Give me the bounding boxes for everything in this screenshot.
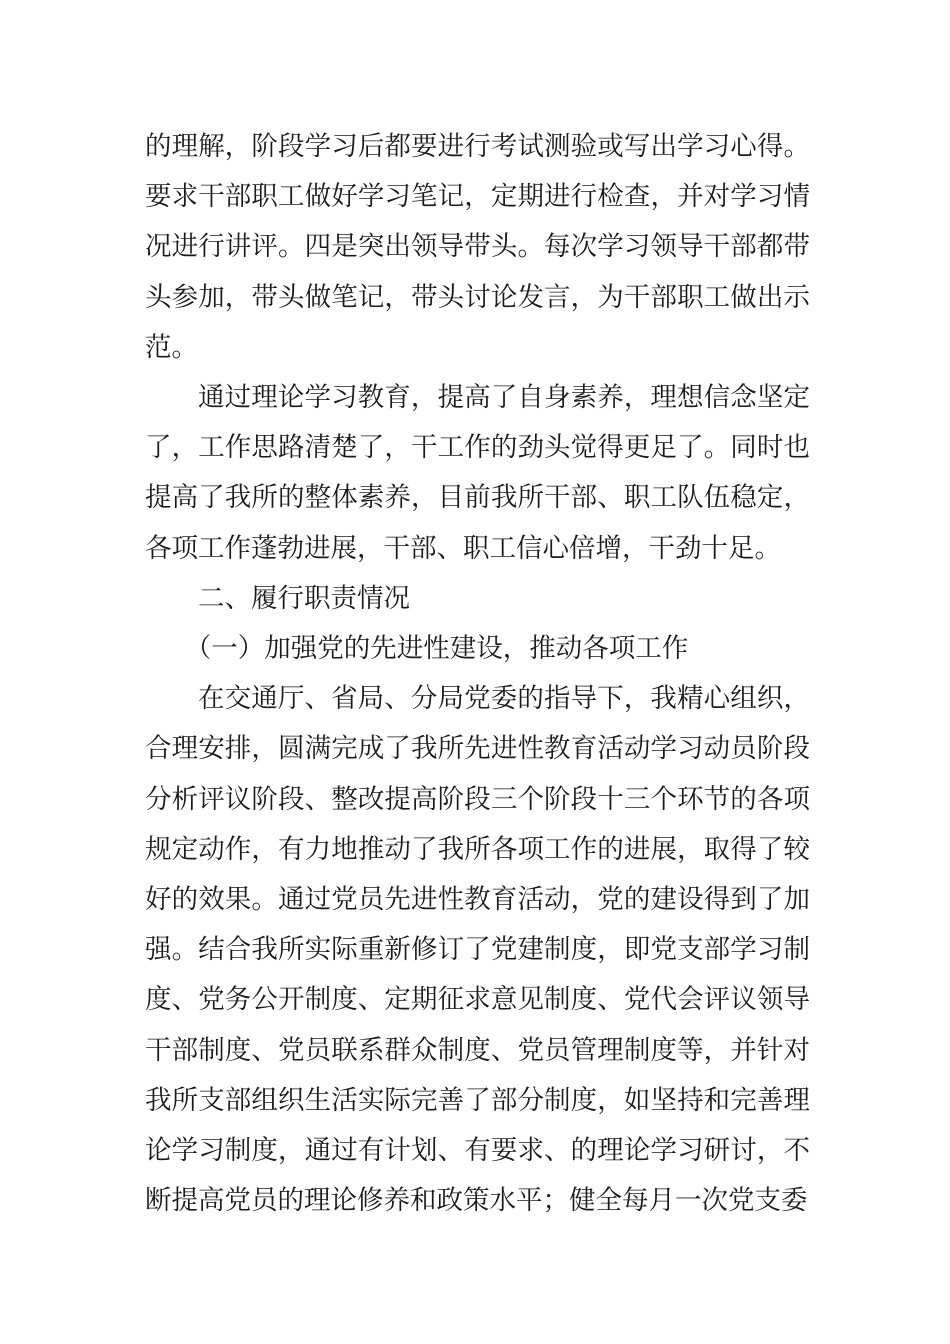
paragraph-study-results: 通过理论学习教育，提高了自身素养，理想信念坚定了，工作思路清楚了，干工作的劲头觉得更足了。同时也提高了我所的整体素养，目前我所干部、职工队伍稳定，各项工作蓬勃进展，干部、职工信心倍增，干劲十足。 xyxy=(145,382,810,564)
section-heading-duties: 二、履行职责情况 xyxy=(198,582,410,614)
document-body xyxy=(145,122,810,1226)
paragraph-continuation: 的理解，阶段学习后都要进行考试测验或写出学习心得。要求干部职工做好学习笔记，定期进行检查，并对学习情况进行讲评。四是突出领导带头。每次学习领导干部都带头参加，带头做笔记，带头讨论发言，为干部职工做出示范。 xyxy=(145,131,810,363)
subsection-heading-party-building: （一）加强党的先进性建设，推动各项工作 xyxy=(184,633,689,665)
paragraph-party-education: 在交通厅、省局、分局党委的指导下，我精心组织，合理安排，圆满完成了我所先进性教育活动学习动员阶段分析评议阶段、整改提高阶段三个阶段十三个环节的各项规定动作，有力地推动了我所各项工作的进展，取得了较好的效果。通过党员先进性教育活动，党的建设得到了加强。结合我所实际重新修订了党建制度，即党支部学习制度、党务公开制度、定期征求意见制度、党代会评议领导干部制度、党员联系群众制度、党员管理制度等，并针对我所支部组织生活实际完善了部分制度，如坚持和完善理论学习制度，通过有计划、有要求、的理论学习研讨，不断提高党员的理论修养和政策水平；健全每月一次党支委 xyxy=(145,683,810,1217)
